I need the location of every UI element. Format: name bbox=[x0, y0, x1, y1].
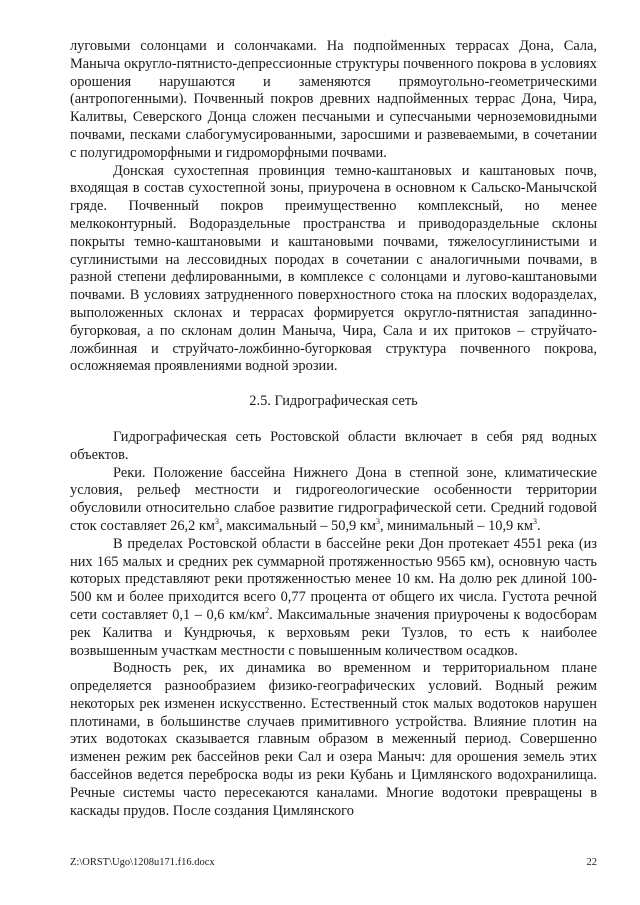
rivers-runoff-max: , максимальный – 50,9 км bbox=[219, 517, 376, 534]
footer-file-path: Z:\ORST\Ugo\1208u171.f16.docx bbox=[70, 857, 215, 868]
section-heading: 2.5. Гидрографическая сеть bbox=[249, 393, 418, 410]
river-count-text: В пределах Ростовской области в бассейне реки Дон протекает 4551 река (из них 165 малых и средних рек суммарной протяженностью 9565 км), основную часть которых представляют реки протяженностью менее 10 км. На долю рек длиной 100-500 км и более приходится всего 0,77 процента от общего их числа. Густота речной сети составляет 0,1 – 0,6 км/км bbox=[70, 535, 597, 623]
rivers-runoff-text: Реки. Положение бассейна Нижнего Дона в степной зоне, климатические условия, рельеф местности и гидрогеологические особенности территории обусловили относительно слабое развитие гидрографической сети. Средний годовой сток составляет 26,2 км bbox=[70, 464, 597, 534]
superscript-cubic: 3 bbox=[215, 517, 220, 527]
rivers-runoff-end: . bbox=[536, 517, 541, 534]
document-body bbox=[70, 38, 597, 820]
rivers-runoff-min: , минимальный – 10,9 км bbox=[379, 517, 533, 534]
paragraph-river-count bbox=[70, 536, 597, 661]
paragraph-rivers-runoff bbox=[70, 465, 597, 536]
page-footer bbox=[70, 857, 597, 869]
paragraph-soils-floodplain: луговыми солонцами и солончаками. На подпойменных террасах Дона, Сала, Маныча округло-пятнисто-депрессионные структуры почвенного покрова в условиях орошения нарушаются и заменяются прямоугольно-геометрическими (антропогенными). Почвенный покров древних надпойменных террас Дона, Чира, Калитвы, Северского Донца сложен песчаными и супесчаными черноземовидными почвами, песками слабогумусированными, заросшими и развеваемыми, в сочетании с полугидроморфными и гидроморфными почвами. bbox=[70, 38, 597, 161]
superscript-cubic: 3 bbox=[532, 517, 537, 527]
footer-page-number: 22 bbox=[586, 857, 597, 868]
paragraph-dry-steppe-province: Донская сухостепная провинция темно-каштановых и каштановых почв, входящая в состав сухостепной зоны, приурочена в основном к Сальско-Манычской гряде. Почвенный покров преимущественно комплексный, но менее мелкоконтурный. Водораздельные пространства и приводораздельные склоны покрыты темно-каштановыми и каштановыми почвами, тяжелосуглинистыми и суглинистыми на лессовидных породах в сочетании с аналогичными почвами, в разной степени дефлированными, в комплексе с солонцами и лугово-каштановыми почвами. В условиях затрудненного поверхностного стока на плоских водоразделах, выположенных склонах и террасах формируется округло-пятнистая западинно-бугорковая, а по склонам долин Маныча, Чира, Сала и их притоков – струйчато-ложбинная и струйчато-ложбинно-бугорковая структура почвенного покрова, осложняемая проявлениями водной эрозии. bbox=[70, 162, 597, 375]
superscript-square: 2 bbox=[265, 606, 270, 616]
paragraph-water-regime: Водность рек, их динамика во временном и территориальном плане определяется разнообразием физико-географических условий. Водный режим некоторых рек изменен искусственно. Естественный сток малых водотоков нарушен плотинами, в большинстве случаев примитивного устройства. Влияние плотин на этих водотоках сказывается главным образом в меженный период. Совершенно изменен режим рек бассейнов реки Сал и озера Маныч: для орошения земель этих бассейнов ведется переброска воды из реки Кубань и Цимлянского водохранилища. Речные системы часто пересекаются каналами. Многие водотоки превращены в каскады прудов. После создания Цимлянского bbox=[70, 660, 597, 819]
river-count-end: . Максимальные значения приурочены к водосборам рек Калитва и Кундрючья, к верховьям реки Тузлов, то есть к наиболее возвышенным участкам местности с повышенным количеством осадков. bbox=[70, 606, 597, 659]
paragraph-hydro-intro: Гидрографическая сеть Ростовской области включает в себя ряд водных объектов. bbox=[70, 428, 597, 463]
superscript-cubic: 3 bbox=[375, 517, 380, 527]
